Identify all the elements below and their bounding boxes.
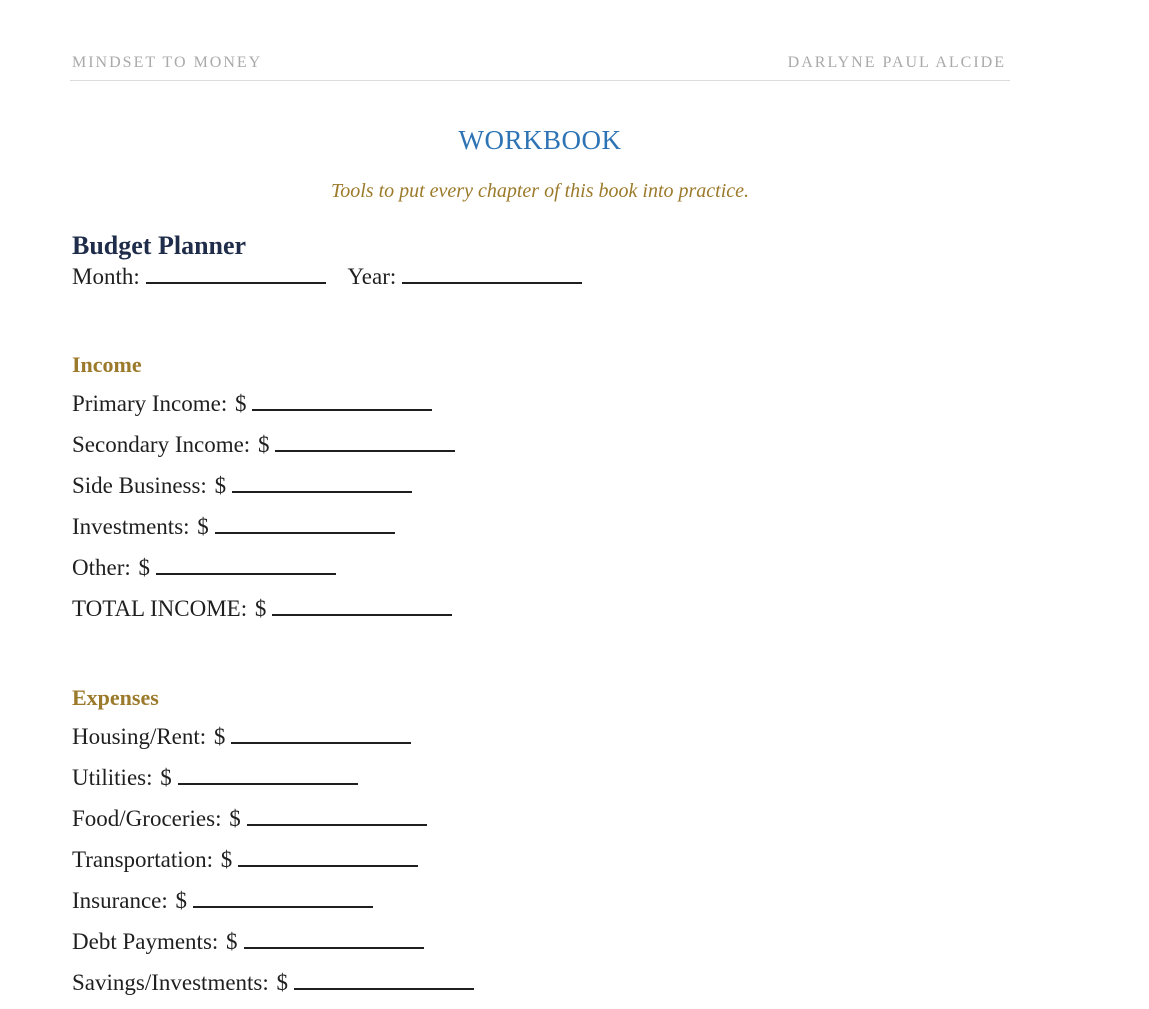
- expense-line-transportation: [72, 845, 474, 886]
- line-label: Food/Groceries:: [72, 806, 222, 831]
- line-label: Primary Income:: [72, 391, 228, 416]
- amount-blank[interactable]: [275, 430, 455, 452]
- line-label: Insurance:: [72, 888, 168, 913]
- income-line-other: [72, 553, 455, 594]
- line-label: Side Business:: [72, 473, 207, 498]
- expense-line-debt: [72, 927, 474, 968]
- line-label: Other:: [72, 555, 131, 580]
- dollar-sign: $: [138, 555, 151, 580]
- dollar-sign: $: [214, 473, 227, 498]
- dollar-sign: $: [175, 888, 188, 913]
- amount-blank[interactable]: [231, 722, 411, 744]
- expenses-heading: Expenses: [72, 685, 159, 710]
- amount-blank[interactable]: [252, 389, 432, 411]
- date-row: [72, 262, 582, 290]
- month-blank[interactable]: [146, 262, 326, 284]
- budget-planner-title: Budget Planner: [72, 231, 247, 260]
- dollar-sign: $: [229, 806, 241, 831]
- line-label: Utilities:: [72, 765, 153, 790]
- dollar-sign: $: [254, 596, 267, 621]
- amount-blank[interactable]: [244, 927, 424, 949]
- line-label: Investments:: [72, 514, 190, 539]
- line-label: Savings/Investments:: [72, 970, 269, 995]
- amount-blank[interactable]: [178, 763, 358, 785]
- income-line-total: [72, 594, 455, 635]
- dollar-sign: $: [220, 847, 233, 872]
- amount-blank[interactable]: [272, 594, 452, 616]
- amount-blank[interactable]: [247, 804, 427, 826]
- expense-line-insurance: [72, 886, 474, 927]
- amount-blank[interactable]: [232, 471, 412, 493]
- amount-blank[interactable]: [215, 512, 395, 534]
- expenses-list: [72, 722, 474, 1009]
- year-blank[interactable]: [402, 262, 582, 284]
- line-label: Housing/Rent:: [72, 724, 207, 749]
- month-label: Month:: [72, 264, 140, 289]
- dollar-sign: $: [213, 724, 226, 749]
- income-line-side-business: [72, 471, 455, 512]
- income-heading: Income: [72, 352, 142, 377]
- amount-blank[interactable]: [238, 845, 418, 867]
- amount-blank[interactable]: [156, 553, 336, 575]
- dollar-sign: $: [226, 929, 238, 954]
- year-label: Year:: [347, 264, 397, 289]
- income-list: [72, 389, 455, 635]
- dollar-sign: $: [197, 514, 209, 539]
- expense-line-food: [72, 804, 474, 845]
- amount-blank[interactable]: [193, 886, 373, 908]
- dollar-sign: $: [276, 970, 289, 995]
- line-label: Transportation:: [72, 847, 213, 872]
- author-name: DARLYNE PAUL ALCIDE: [787, 54, 1006, 71]
- expense-line-utilities: [72, 763, 474, 804]
- running-header: [70, 52, 1010, 81]
- expense-line-housing: [72, 722, 474, 763]
- workbook-title: WORKBOOK: [458, 125, 622, 155]
- book-title: MINDSET TO MONEY: [72, 54, 263, 71]
- dollar-sign: $: [160, 765, 172, 790]
- line-label: Secondary Income:: [72, 432, 251, 457]
- income-line-investments: [72, 512, 455, 553]
- line-label: Debt Payments:: [72, 929, 219, 954]
- dollar-sign: $: [257, 432, 270, 457]
- workbook-subtitle: Tools to put every chapter of this book into practice.: [330, 180, 750, 202]
- income-line-secondary: [72, 430, 455, 471]
- line-label: TOTAL INCOME:: [72, 596, 248, 621]
- income-line-primary: [72, 389, 455, 430]
- dollar-sign: $: [234, 391, 247, 416]
- amount-blank[interactable]: [294, 968, 474, 990]
